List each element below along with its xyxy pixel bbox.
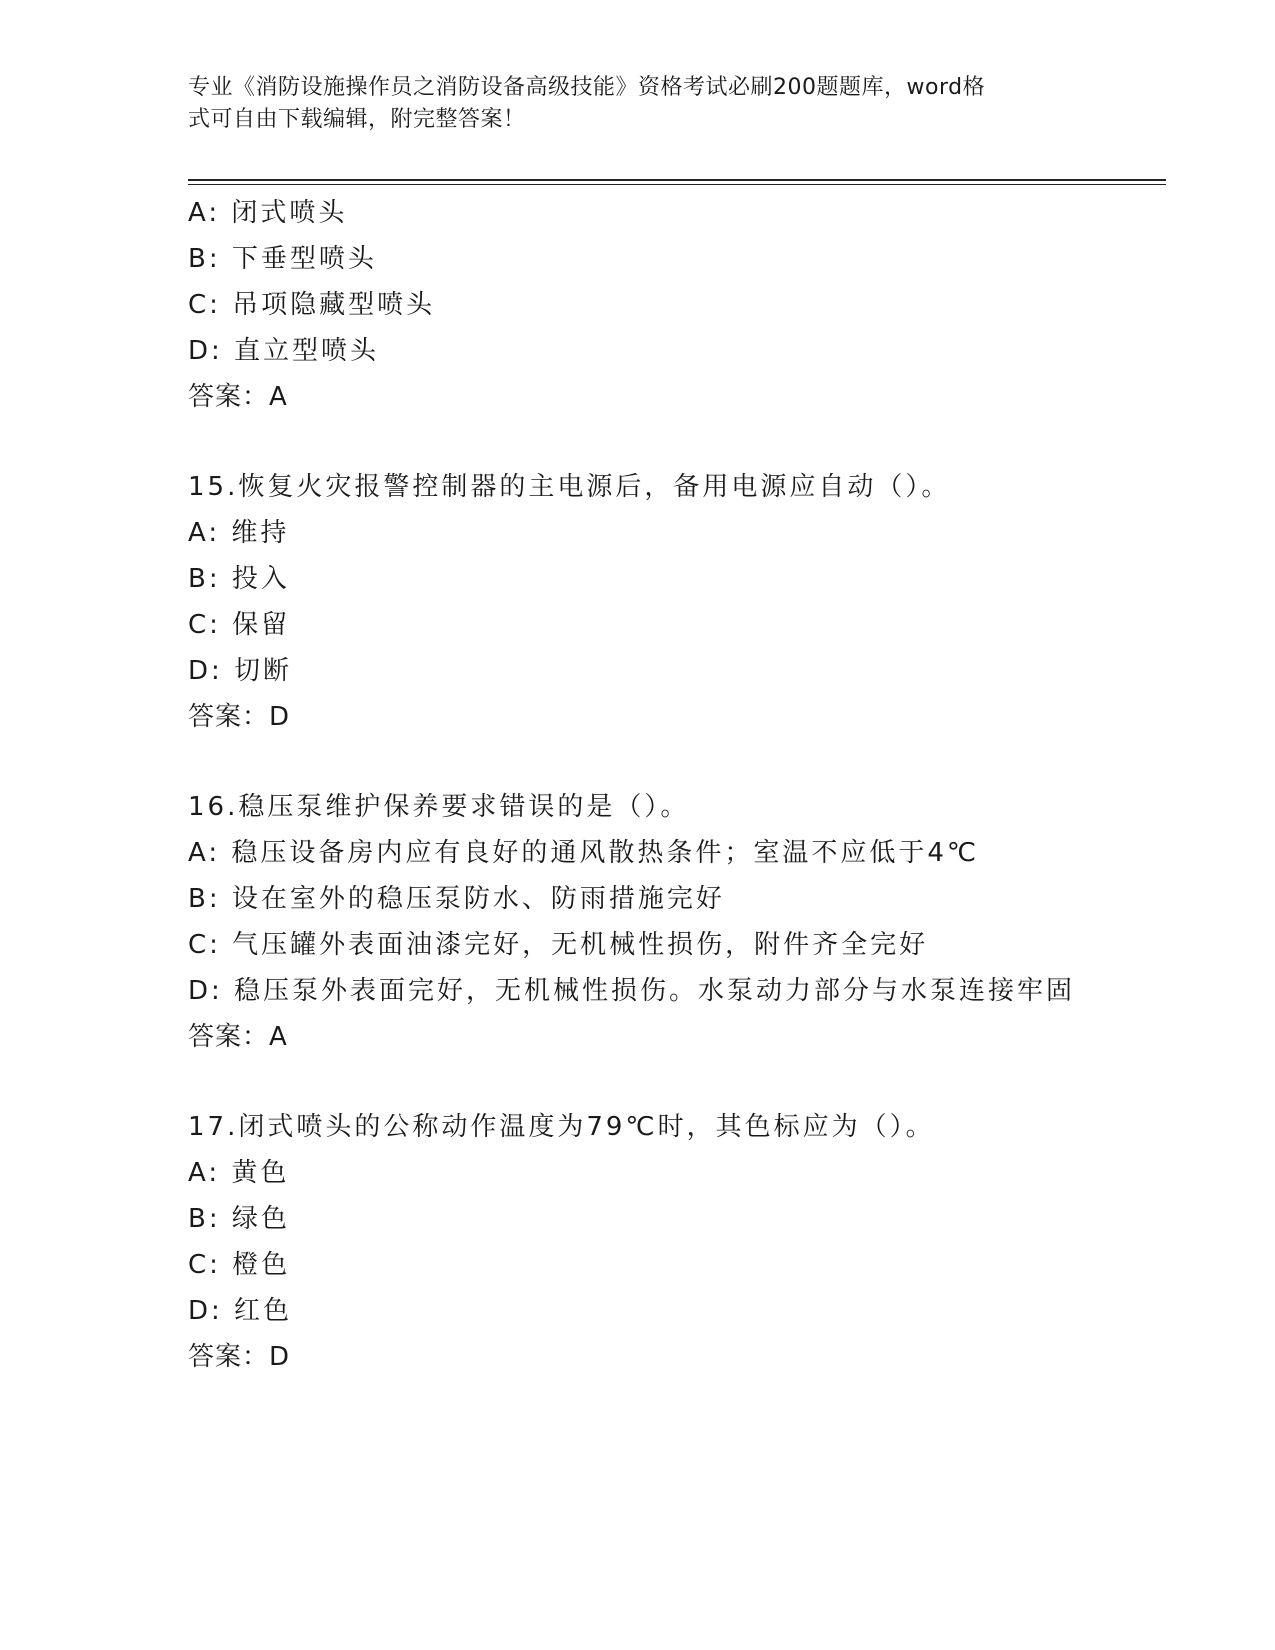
option-b: B: 设在室外的稳压泵防水、防雨措施完好 <box>188 884 725 914</box>
option-b: B: 下垂型喷头 <box>188 244 377 274</box>
question-stem: 16.稳压泵维护保养要求错误的是（）。 <box>188 792 690 822</box>
option-d: D: 直立型喷头 <box>188 336 380 366</box>
option-b: B: 绿色 <box>188 1204 290 1234</box>
option-a: A: 稳压设备房内应有良好的通风散热条件；室温不应低于4℃ <box>188 838 980 868</box>
answer-line: 答案：A <box>188 1022 288 1052</box>
question-block-15 <box>188 464 1168 740</box>
option-a: A: 维持 <box>188 518 290 548</box>
option-d: D: 稳压泵外表面完好，无机械性损伤。水泵动力部分与水泵连接牢固 <box>188 976 1076 1006</box>
option-d: D: 切断 <box>188 656 293 686</box>
answer-line: 答案：A <box>188 382 288 412</box>
option-c: C: 气压罐外表面油漆完好，无机械性损伤，附件齐全完好 <box>188 930 929 960</box>
question-stem: 15.恢复火灾报警控制器的主电源后，备用电源应自动（）。 <box>188 472 951 502</box>
question-block-14 <box>188 190 1168 420</box>
option-c: C: 保留 <box>188 610 291 640</box>
option-c: C: 橙色 <box>188 1250 291 1280</box>
option-c: C: 吊项隐藏型喷头 <box>188 290 436 320</box>
header-divider <box>188 179 1166 181</box>
option-b: B: 投入 <box>188 564 290 594</box>
answer-line: 答案：D <box>188 702 291 732</box>
header-line-2: 式可自由下载编辑，附完整答案！ <box>188 107 526 132</box>
option-a: A: 闭式喷头 <box>188 198 348 228</box>
question-block-16 <box>188 784 1168 1060</box>
option-a: A: 黄色 <box>188 1158 290 1188</box>
document-header <box>188 72 1088 136</box>
header-line-1: 专业《消防设施操作员之消防设备高级技能》资格考试必刷200题题库，word格 <box>188 75 986 100</box>
header-divider-thin <box>188 184 1166 185</box>
question-stem: 17.闭式喷头的公称动作温度为79℃时，其色标应为（）。 <box>188 1112 935 1142</box>
question-block-17 <box>188 1104 1168 1380</box>
question-list <box>188 190 1168 1380</box>
option-d: D: 红色 <box>188 1296 293 1326</box>
answer-line: 答案：D <box>188 1342 291 1372</box>
